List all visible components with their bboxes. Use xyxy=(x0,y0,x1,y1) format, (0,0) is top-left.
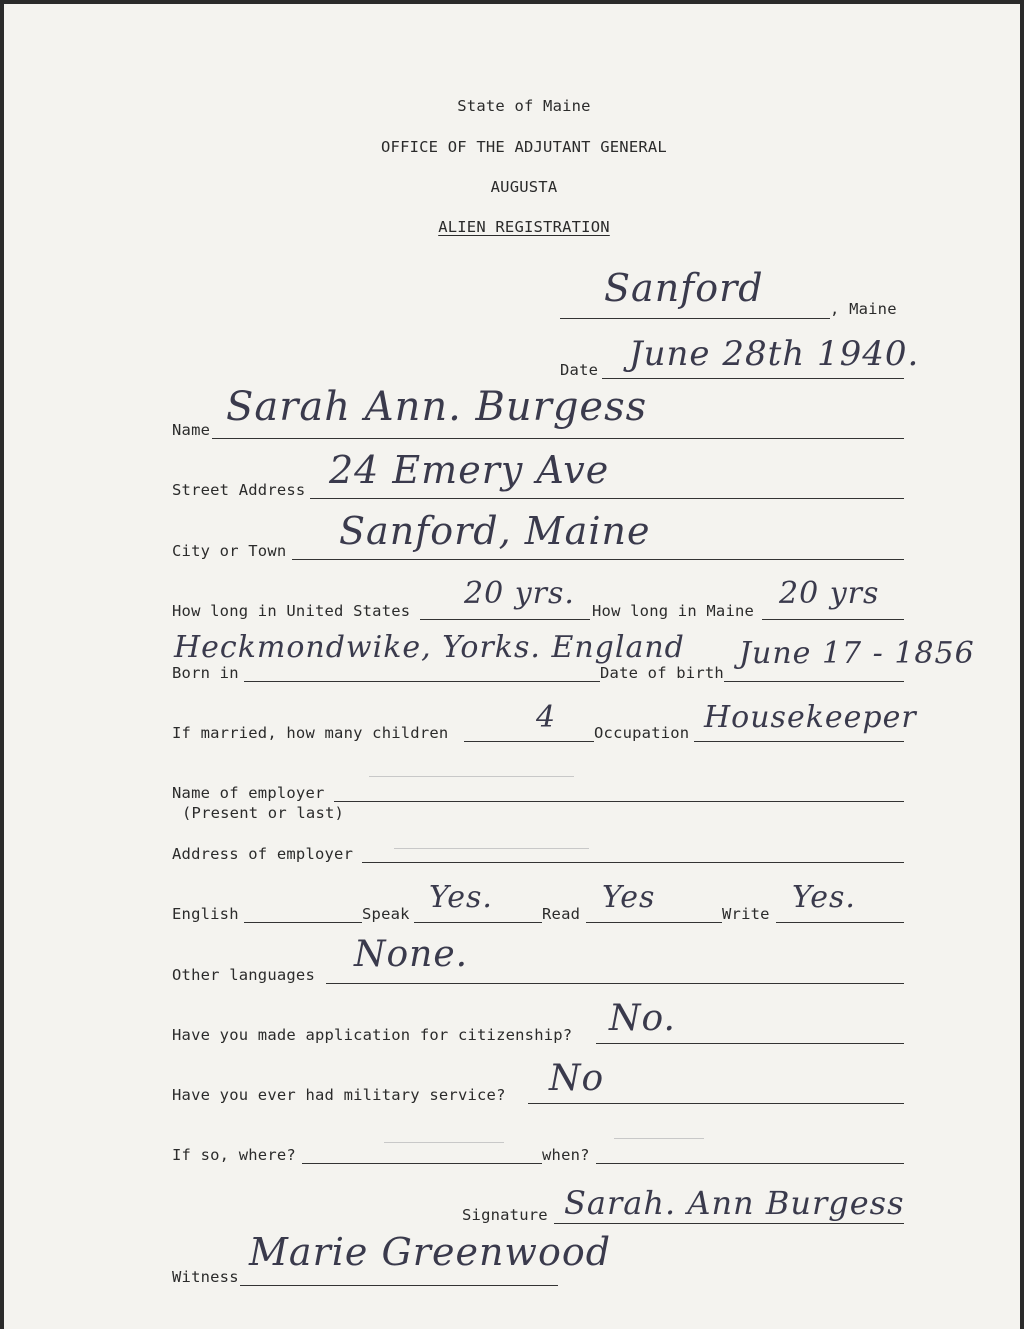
occupation-entry: Housekeeper xyxy=(704,700,917,735)
children-line xyxy=(464,741,594,742)
date-line xyxy=(602,378,904,379)
signature-line xyxy=(554,1223,904,1224)
street-entry: 24 Emery Ave xyxy=(329,448,610,492)
city-entry: Sanford, Maine xyxy=(339,509,651,553)
maine-suffix: , Maine xyxy=(830,300,897,318)
header-state: State of Maine xyxy=(457,97,591,115)
header-office: OFFICE OF THE ADJUTANT GENERAL xyxy=(381,138,667,156)
witness-line xyxy=(240,1285,558,1286)
english-label: English xyxy=(172,905,239,923)
employer-label: Name of employer xyxy=(172,784,325,802)
other-languages-line xyxy=(326,983,904,984)
when-label: when? xyxy=(542,1146,590,1164)
where-line xyxy=(302,1163,542,1164)
speak-entry: Yes. xyxy=(429,880,493,915)
born-in-entry: Heckmondwike, Yorks. England xyxy=(174,630,685,665)
city-line xyxy=(292,559,904,560)
military-entry: No xyxy=(549,1058,605,1099)
military-line xyxy=(528,1103,904,1104)
if-so-where-label: If so, where? xyxy=(172,1146,296,1164)
write-label: Write xyxy=(722,905,770,923)
english-line xyxy=(244,922,362,923)
speak-label: Speak xyxy=(362,905,410,923)
name-line xyxy=(212,438,904,439)
write-line xyxy=(776,922,904,923)
born-in-label: Born in xyxy=(172,664,239,682)
citizenship-label: Have you made application for citizenship? xyxy=(172,1026,573,1044)
how-long-maine-entry: 20 yrs xyxy=(779,576,880,611)
date-label: Date xyxy=(560,361,599,379)
date-of-birth-label: Date of birth xyxy=(600,664,724,682)
name-label: Name xyxy=(172,421,211,439)
read-line xyxy=(586,922,722,923)
employer-address-line xyxy=(362,862,904,863)
military-label: Have you ever had military service? xyxy=(172,1086,506,1104)
employer-address-label: Address of employer xyxy=(172,845,354,863)
citizenship-entry: No. xyxy=(609,998,676,1039)
how-long-maine-line xyxy=(762,619,904,620)
employer-note: (Present or last) xyxy=(182,804,345,822)
city-label: City or Town xyxy=(172,542,287,560)
other-languages-entry: None. xyxy=(354,934,469,975)
citizenship-line xyxy=(596,1043,904,1044)
how-long-maine-label: How long in Maine xyxy=(592,602,755,620)
name-entry: Sarah Ann. Burgess xyxy=(226,384,648,430)
signature-entry: Sarah. Ann Burgess xyxy=(564,1184,905,1222)
form-title: ALIEN REGISTRATION xyxy=(438,218,610,236)
occupation-label: Occupation xyxy=(594,724,690,742)
witness-entry: Marie Greenwood xyxy=(249,1230,612,1274)
read-label: Read xyxy=(542,905,581,923)
street-line xyxy=(310,498,904,499)
how-long-us-label: How long in United States xyxy=(172,602,411,620)
form-page xyxy=(4,4,1020,1329)
date-of-birth-entry: June 17 - 1856 xyxy=(739,636,975,671)
date-entry: June 28th 1940. xyxy=(629,334,920,374)
occupation-line xyxy=(694,741,904,742)
speak-line xyxy=(414,922,542,923)
header-city: AUGUSTA xyxy=(490,178,558,196)
born-in-line xyxy=(244,681,600,682)
how-long-us-line xyxy=(420,619,590,620)
town-line xyxy=(560,318,830,319)
children-entry: 4 xyxy=(536,700,557,735)
witness-label: Witness xyxy=(172,1268,239,1286)
children-label: If married, how many children xyxy=(172,724,449,742)
read-entry: Yes xyxy=(602,880,656,915)
when-line xyxy=(596,1163,904,1164)
town-entry: Sanford xyxy=(604,266,764,310)
signature-label: Signature xyxy=(462,1206,548,1224)
date-of-birth-line xyxy=(724,681,904,682)
other-languages-label: Other languages xyxy=(172,966,315,984)
street-label: Street Address xyxy=(172,481,306,499)
employer-line xyxy=(334,801,904,802)
write-entry: Yes. xyxy=(792,880,856,915)
how-long-us-entry: 20 yrs. xyxy=(464,576,575,611)
